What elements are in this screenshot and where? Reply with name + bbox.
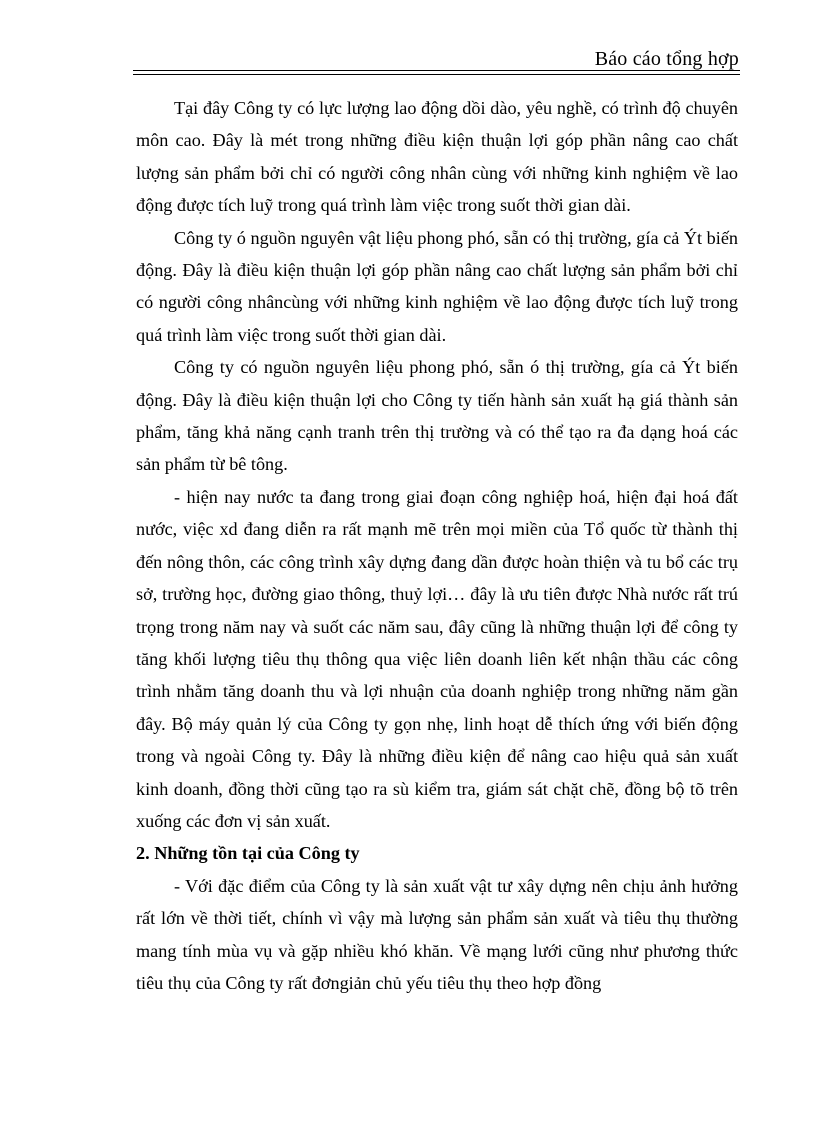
body-paragraph-2: Công ty ó nguồn nguyên vật liệu phong phó, sẵn có thị trường, gía cả Ýt biến động. Đây là điều kiện thuận lợi góp phần nâng cao chất lượng sản phẩm bởi chỉ có người công nhâncùng với những kinh nghiệm về lao động được tích luỹ trong quá trình làm việc trong suốt thời gian dài. [136,227,738,345]
header-rule-bottom [133,74,740,75]
body-paragraph-3: Công ty có nguồn nguyên liệu phong phó, sẵn ó thị trường, gía cả Ýt biến động. Đây là điều kiện thuận lợi cho Công ty tiến hành sản xuất hạ giá thành sản phẩm, tăng khả năng cạnh tranh trên thị trường và có thể tạo ra đa dạng hoá các sản phẩm từ bê tông. [136,357,738,475]
section-heading: 2. Những tồn tại của Công ty [136,843,360,864]
document-body [136,92,738,999]
section-paragraph: - Với đặc điểm của Công ty là sản xuất vật tư xây dựng nên chịu ảnh hưởng rất lớn về thời tiết, chính vì vậy mà lượng sản phẩm sản xuất và tiêu thụ thường mang tính mùa vụ và gặp nhiều khó khăn. Về mạng lưới cũng như phương thức tiêu thụ của Công ty rất đơngiản chủ yếu tiêu thụ theo hợp đồng [136,875,738,993]
body-paragraph-1: Tại đây Công ty có lực lượng lao động dồi dào, yêu nghề, có trình độ chuyên môn cao. Đây là mét trong những điều kiện thuận lợi góp phần nâng cao chất lượng sản phẩm bởi chỉ có người công nhân cùng với những kinh nghiệm về lao động được tích luỹ trong quá trình làm việc trong suốt thời gian dài. [136,98,738,216]
body-paragraph-4: - hiện nay nước ta đang trong giai đoạn công nghiệp hoá, hiện đại hoá đất nước, việc xd đang diễn ra rất mạnh mẽ trên mọi miền của Tổ quốc từ thành thị đến nông thôn, các công trình xây dựng đang dần được hoàn thiện và tu bổ các trụ sở, trường học, đường giao thông, thuỷ lợi… đây là ưu tiên được Nhà nước rất trú trọng trong năm nay và suốt các năm sau, đây cũng là những thuận lợi để công ty tăng khối lượng tiêu thụ thông qua việc liên doanh liên kết nhận thầu các công trình nhằm tăng doanh thu và lợi nhuận của doanh nghiệp trong những năm gần đây. Bộ máy quản lý của Công ty gọn nhẹ, linh hoạt dễ thích ứng với biến động trong và ngoài Công ty. Đây là những điều kiện để nâng cao hiệu quả sản xuất kinh doanh, đồng thời cũng tạo ra sù kiểm tra, giám sát chặt chẽ, đồng bộ tõ trên xuống các đơn vị sản xuất. [136,486,738,831]
header-rule-top [133,70,740,71]
page-header-title: Báo cáo tổng hợp [594,48,739,70]
